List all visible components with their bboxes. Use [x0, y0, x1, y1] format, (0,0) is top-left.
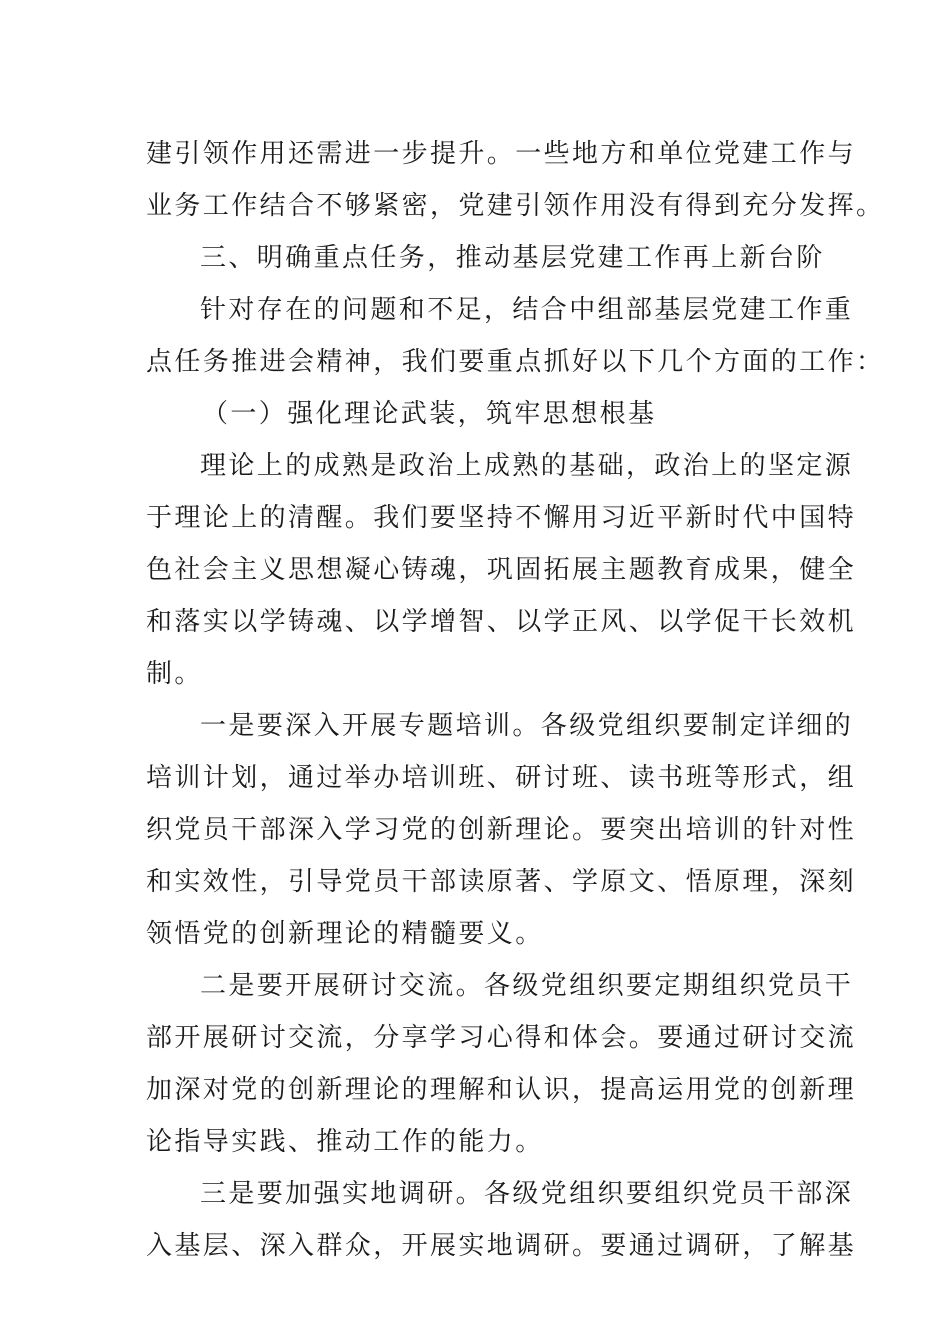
text-line: 建引领作用还需进一步提升。一些地方和单位党建工作与: [146, 139, 857, 169]
subsection-heading: （一）强化理论武装，筑牢思想根基: [202, 399, 657, 429]
text-line: 于理论上的清醒。我们要坚持不懈用习近平新时代中国特: [146, 503, 857, 533]
text-line: 和落实以学铸魂、以学增智、以学正风、以学促干长效机: [146, 607, 857, 637]
text-line: 部开展研讨交流，分享学习心得和体会。要通过研讨交流: [146, 1023, 857, 1053]
text-line: 三是要加强实地调研。各级党组织要组织党员干部深: [200, 1179, 854, 1209]
text-line: 加深对党的创新理论的理解和认识，提高运用党的创新理: [146, 1075, 857, 1105]
text-line: 理论上的成熟是政治上成熟的基础，政治上的坚定源: [200, 451, 854, 481]
text-line: 业务工作结合不够紧密，党建引领作用没有得到充分发挥。: [146, 191, 885, 221]
text-line: 论指导实践、推动工作的能力。: [146, 1127, 544, 1157]
text-line: 一是要深入开展专题培训。各级党组织要制定详细的: [200, 711, 854, 741]
text-line: 针对存在的问题和不足，结合中组部基层党建工作重: [200, 295, 854, 325]
text-line: 入基层、深入群众，开展实地调研。要通过调研，了解基: [146, 1231, 857, 1261]
text-line: 和实效性，引导党员干部读原著、学原文、悟原理，深刻: [146, 867, 857, 897]
section-heading: 三、明确重点任务，推动基层党建工作再上新台阶: [200, 243, 825, 273]
text-line: 织党员干部深入学习党的创新理论。要突出培训的针对性: [146, 815, 857, 845]
text-line: 二是要开展研讨交流。各级党组织要定期组织党员干: [200, 971, 854, 1001]
document-body: [146, 128, 885, 1272]
text-line: 领悟党的创新理论的精髓要义。: [146, 919, 544, 949]
text-line: 培训计划，通过举办培训班、研讨班、读书班等形式，组: [146, 763, 857, 793]
text-line: 点任务推进会精神，我们要重点抓好以下几个方面的工作：: [146, 347, 885, 377]
text-line: 色社会主义思想凝心铸魂，巩固拓展主题教育成果，健全: [146, 555, 857, 585]
text-line: 制。: [146, 659, 203, 689]
